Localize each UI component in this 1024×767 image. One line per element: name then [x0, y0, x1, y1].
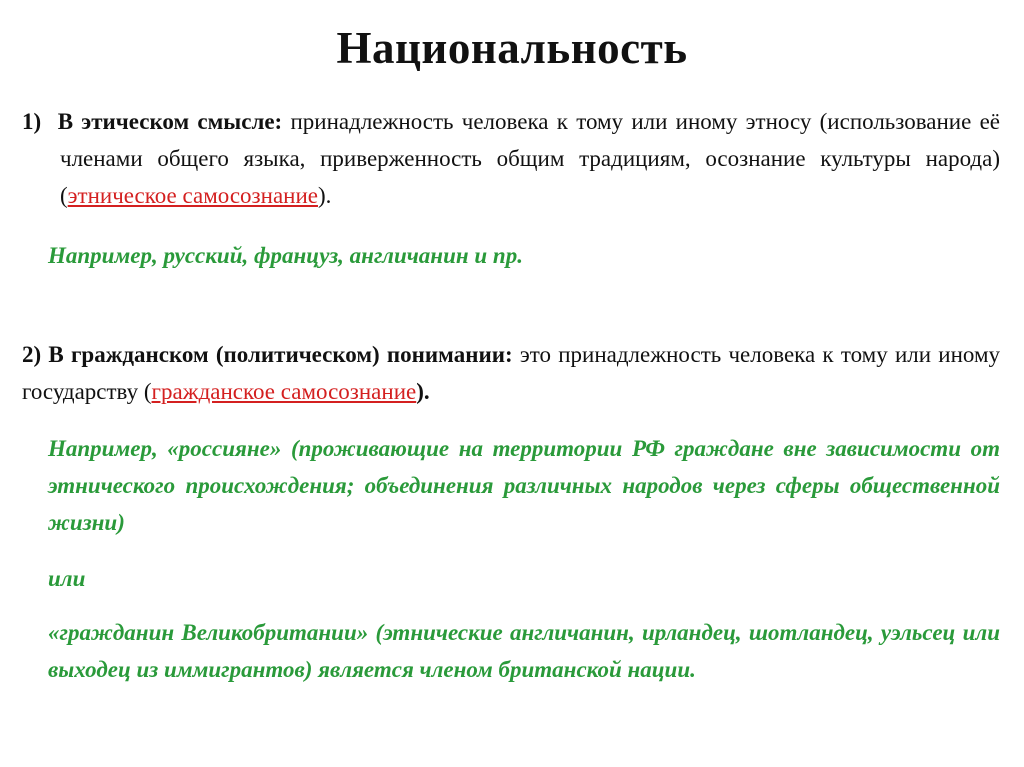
ethnic-self-awareness-link[interactable]: этническое самосознание	[67, 183, 318, 208]
example-civic-russia: Например, «россияне» (проживающие на территории РФ граждане вне зависимости от этнического происхождения; объединения различных народов через сферы общественной жизни)	[48, 436, 1000, 535]
definition-ethnic	[22, 103, 1000, 214]
definition-ethnic-text	[22, 103, 1000, 214]
definition-ethnic-body: принадлежность человека к тому или иному этносу (использование её членами общего языка, приверженность общим традициям, осознание культуры народа) (	[60, 109, 1001, 208]
definition-civic	[22, 336, 1000, 410]
definition-ethnic-number: 1)	[22, 109, 42, 134]
definition-civic-lead: 2) В гражданском (политическом) понимании:	[22, 342, 513, 367]
slide-title: Национальность	[336, 23, 688, 73]
definition-civic-body: это принадлежность человека к тому или иному государству (	[22, 342, 1000, 404]
example-ethnic: Например, русский, француз, англичанин и пр.	[48, 243, 523, 268]
definition-ethnic-tail: ).	[317, 183, 332, 208]
civic-self-awareness-link[interactable]: гражданское самосознание	[151, 379, 417, 404]
example-civic-britain: «гражданин Великобритании» (этнические англичанин, ирландец, шотландец, уэльсец или выходец из иммигрантов) является членом британской нации.	[48, 620, 1000, 682]
definition-civic-tail: ).	[416, 379, 430, 404]
definition-ethnic-lead: В этическом смысле:	[57, 109, 283, 134]
example-or-word: или	[48, 566, 86, 591]
